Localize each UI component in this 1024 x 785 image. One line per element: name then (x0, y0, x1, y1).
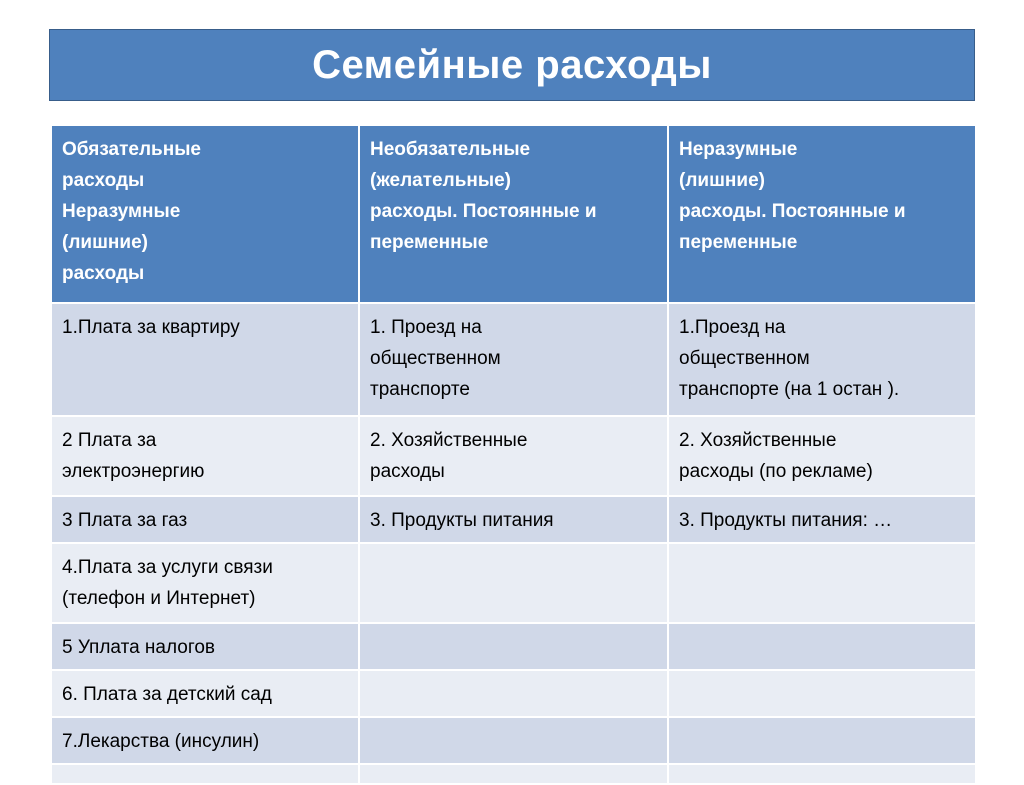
table-row (51, 416, 976, 496)
table-cell: 2. Хозяйственные расходы (359, 416, 668, 496)
table-cell: 5 Уплата налогов (51, 623, 359, 670)
table-header-row (51, 125, 976, 303)
table-row (51, 303, 976, 416)
table-cell (359, 623, 668, 670)
slide-title: Семейные расходы (312, 42, 712, 87)
table-row (51, 764, 976, 784)
table-cell (51, 764, 359, 784)
table-cell: 6. Плата за детский сад (51, 670, 359, 717)
title-banner (49, 29, 975, 101)
header-unreasonable-expenses: Неразумные (лишние) расходы. Постоянные и переменные (668, 125, 976, 303)
table-cell: 7.Лекарства (инсулин) (51, 717, 359, 764)
table-cell (668, 717, 976, 764)
table-cell (359, 670, 668, 717)
table-cell: 1.Проезд на общественном транспорте (на 1 остан ). (668, 303, 976, 416)
table-row (51, 717, 976, 764)
table-cell (359, 717, 668, 764)
expenses-table (50, 124, 977, 785)
table-cell: 1. Проезд на общественном транспорте (359, 303, 668, 416)
table-cell (668, 764, 976, 784)
table-row (51, 496, 976, 543)
table-row (51, 670, 976, 717)
table-cell: 3 Плата за газ (51, 496, 359, 543)
table-cell: 3. Продукты питания (359, 496, 668, 543)
table-cell (668, 623, 976, 670)
table-row (51, 623, 976, 670)
table-cell (668, 543, 976, 623)
table-cell: 2 Плата за электроэнергию (51, 416, 359, 496)
table-cell (359, 543, 668, 623)
table-cell: 3. Продукты питания: … (668, 496, 976, 543)
table-cell: 1.Плата за квартиру (51, 303, 359, 416)
table-cell (359, 764, 668, 784)
table-cell: 4.Плата за услуги связи (телефон и Интернет) (51, 543, 359, 623)
header-optional-expenses: Необязательные (желательные) расходы. Постоянные и переменные (359, 125, 668, 303)
table-cell: 2. Хозяйственные расходы (по рекламе) (668, 416, 976, 496)
header-mandatory-expenses: Обязательные расходы Неразумные (лишние) расходы (51, 125, 359, 303)
table-row (51, 543, 976, 623)
table-cell (668, 670, 976, 717)
